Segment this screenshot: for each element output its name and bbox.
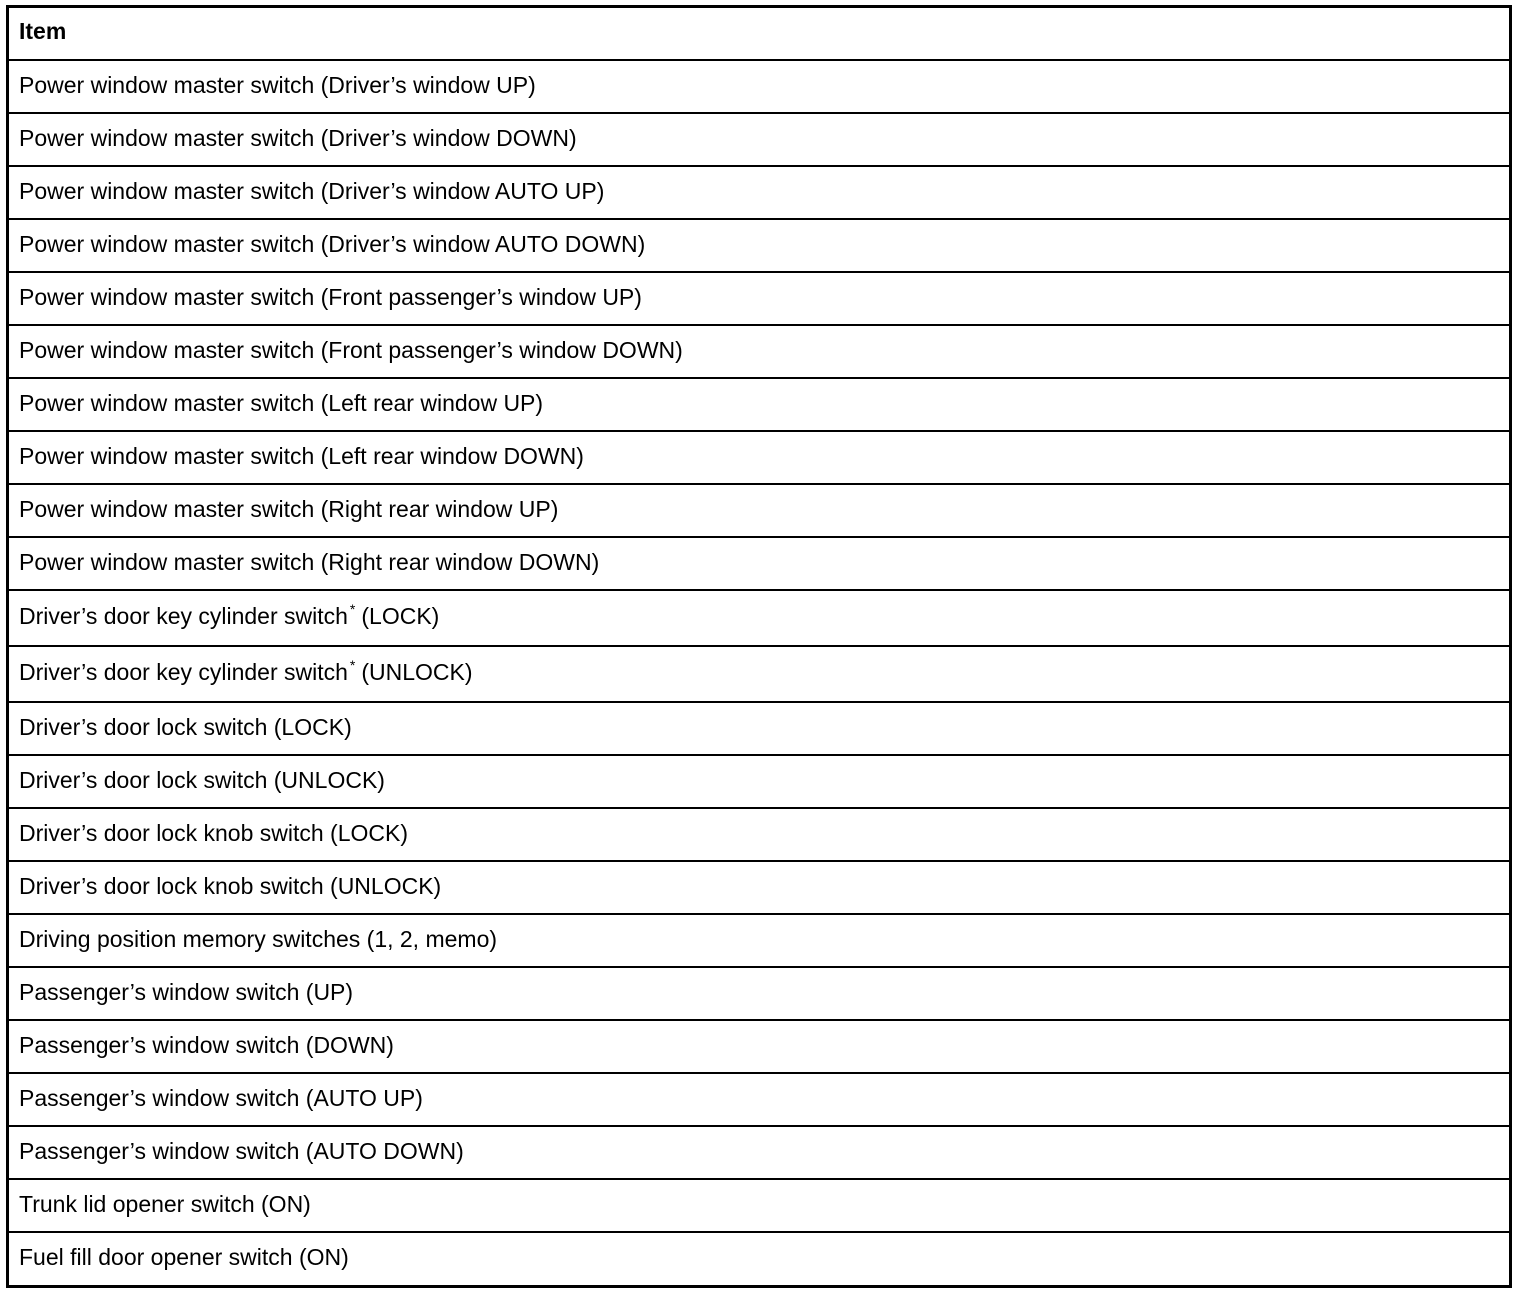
table-cell-item [9,967,1509,1020]
row-text: Passenger’s window switch (AUTO DOWN) [19,1138,464,1164]
table-cell-item [9,166,1509,219]
row-text: Driver’s door lock switch (UNLOCK) [19,767,385,793]
table-row [9,967,1509,1020]
column-header-item: Item [9,8,1509,60]
table-row [9,1020,1509,1073]
footnote-marker: * [349,657,356,673]
row-text: Driver’s door key cylinder switch [19,603,348,629]
row-text: Power window master switch (Front passenger’s window DOWN) [19,337,683,363]
row-text: Passenger’s window switch (UP) [19,979,354,1005]
item-table [9,8,1509,1285]
row-text: Power window master switch (Driver’s window AUTO DOWN) [19,231,646,257]
table-cell-item [9,325,1509,378]
row-text: Power window master switch (Left rear window UP) [19,390,544,416]
row-text: Power window master switch (Driver’s window AUTO UP) [19,178,605,204]
row-text: Fuel fill door opener switch (ON) [19,1244,349,1270]
row-text: Driver’s door lock knob switch (LOCK) [19,820,408,846]
table-row [9,431,1509,484]
table-cell-item [9,60,1509,113]
row-text: Power window master switch (Left rear window DOWN) [19,443,584,469]
table-cell-item [9,219,1509,272]
row-suffix: (LOCK) [361,603,440,629]
table-row [9,537,1509,590]
table-row [9,755,1509,808]
table-row [9,590,1509,646]
table-cell-item [9,1232,1509,1285]
table-cell-item [9,1179,1509,1232]
table-row [9,861,1509,914]
row-text: Power window master switch (Right rear window UP) [19,496,559,522]
table-row [9,1179,1509,1232]
table-row [9,1126,1509,1179]
table-cell-item [9,861,1509,914]
row-text: Power window master switch (Front passenger’s window UP) [19,284,642,310]
table-cell-item [9,914,1509,967]
table-cell-item [9,702,1509,755]
row-text: Driver’s door lock knob switch (UNLOCK) [19,873,442,899]
item-table-container [6,5,1512,1288]
table-cell-item [9,808,1509,861]
row-text: Power window master switch (Driver’s window DOWN) [19,125,577,151]
row-text: Passenger’s window switch (AUTO UP) [19,1085,423,1111]
row-text: Trunk lid opener switch (ON) [19,1191,311,1217]
footnote-marker: * [349,601,356,617]
table-row [9,484,1509,537]
row-text: Driving position memory switches (1, 2, memo) [19,926,498,952]
table-row [9,646,1509,702]
table-row [9,166,1509,219]
table-cell-item [9,537,1509,590]
table-row [9,325,1509,378]
table-cell-item [9,378,1509,431]
table-cell-item [9,431,1509,484]
table-cell-item [9,1073,1509,1126]
table-row [9,219,1509,272]
row-text: Power window master switch (Right rear window DOWN) [19,549,600,575]
table-cell-item [9,646,1509,702]
table-row [9,60,1509,113]
table-body [9,60,1509,1285]
table-row [9,1073,1509,1126]
row-text: Driver’s door lock switch (LOCK) [19,714,352,740]
table-row [9,914,1509,967]
table-row [9,1232,1509,1285]
table-row [9,272,1509,325]
table-cell-item [9,272,1509,325]
table-row [9,378,1509,431]
table-cell-item [9,1020,1509,1073]
table-cell-item [9,484,1509,537]
row-text: Driver’s door key cylinder switch [19,659,348,685]
table-row [9,808,1509,861]
table-cell-item [9,755,1509,808]
table-row [9,113,1509,166]
table-cell-item [9,590,1509,646]
table-row [9,702,1509,755]
row-suffix: (UNLOCK) [361,659,473,685]
table-cell-item [9,113,1509,166]
table-cell-item [9,1126,1509,1179]
row-text: Passenger’s window switch (DOWN) [19,1032,394,1058]
table-header-row [9,8,1509,60]
row-text: Power window master switch (Driver’s window UP) [19,72,536,98]
